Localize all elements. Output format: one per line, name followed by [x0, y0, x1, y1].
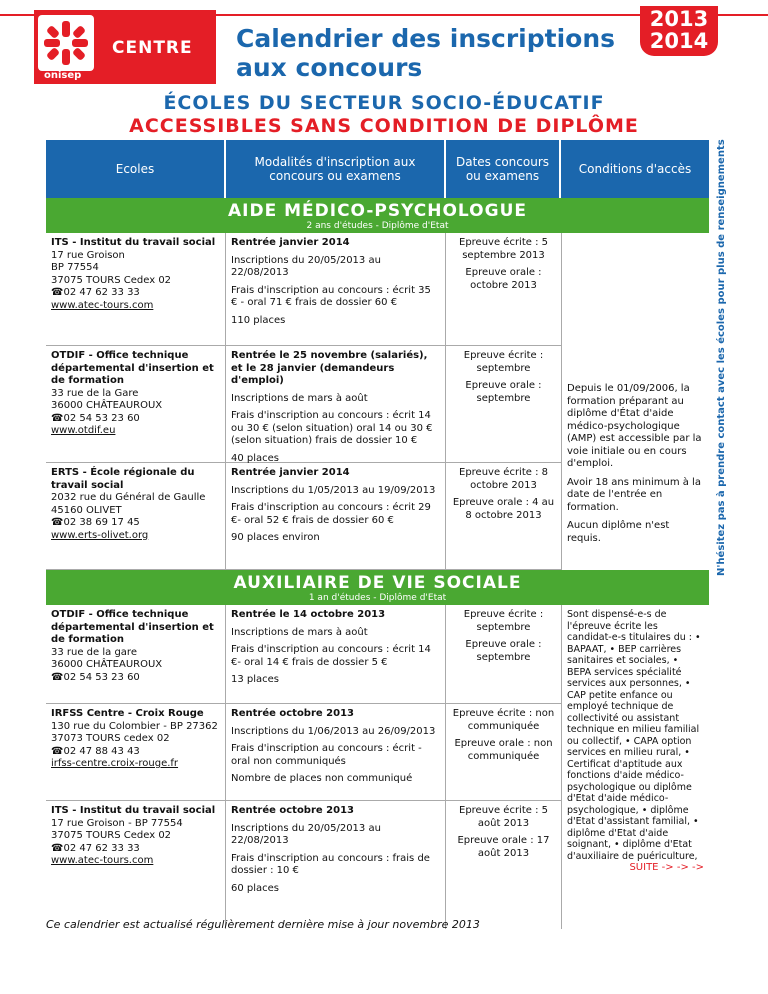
fees: Frais d'inscription au concours : frais de dossier : 10 € [231, 852, 430, 876]
table-row [46, 346, 561, 463]
places: 40 places [231, 452, 280, 464]
school-name: ERTS - École régionale du travail social [51, 467, 195, 491]
school-address: 37075 TOURS Cedex 02 [51, 274, 172, 286]
places: Nombre de places non communiqué [231, 773, 413, 784]
conditions-cell [562, 605, 709, 929]
condition-text: Aucun diplôme n'est requis. [567, 520, 670, 544]
section-body-avs [46, 605, 709, 929]
section-rows [46, 233, 562, 570]
year-2: 2014 [649, 29, 709, 53]
section-subtitle: 2 ans d'études - Diplôme d'Etat [306, 221, 449, 231]
registration-period: Inscriptions du 20/05/2013 au 22/08/2013 [231, 822, 381, 846]
school-address: 37073 TOURS cedex 02 [51, 733, 170, 744]
intake-date: Rentrée octobre 2013 [231, 708, 354, 719]
logo-region: CENTRE [112, 38, 193, 58]
dates-cell [446, 605, 561, 703]
fees: Frais d'inscription au concours : écrit 35 € - oral 71 € frais de dossier 60 € [231, 284, 431, 308]
table-row [46, 801, 561, 929]
suite-link[interactable]: SUITE -> -> -> [629, 862, 704, 873]
written-exam: Epreuve écrite : 5 septembre 2013 [459, 237, 548, 261]
registration-period: Inscriptions de mars à août [231, 392, 368, 404]
title-line-2: aux concours [236, 53, 423, 82]
table-header [46, 140, 709, 198]
registration-period: Inscriptions de mars à août [231, 626, 368, 638]
intake-date: Rentrée octobre 2013 [231, 805, 354, 816]
table-row [46, 463, 561, 570]
col-header-conditions: Conditions d'accès [578, 162, 692, 176]
written-exam: Epreuve écrite : 8 octobre 2013 [459, 467, 548, 491]
intake-date: Rentrée janvier 2014 [231, 467, 350, 478]
places: 90 places environ [231, 532, 320, 543]
section-header-avs [46, 570, 709, 605]
school-address: 36000 CHÂTEAUROUX [51, 400, 163, 411]
school-address: 17 rue Groison - BP 77554 [51, 817, 183, 829]
school-name: OTDIF - Office technique départemental d'insertion et de formation [51, 350, 214, 386]
document-title [236, 24, 616, 82]
school-website-link[interactable]: irfss-centre.croix-rouge.fr [51, 758, 179, 769]
col-header-schools: Ecoles [46, 140, 226, 198]
registration-period: Inscriptions du 1/05/2013 au 19/09/2013 [231, 484, 436, 496]
school-phone: ☎02 47 88 43 43 [51, 745, 140, 757]
school-address: 17 rue Groison [51, 249, 125, 261]
school-address: 130 rue du Colombier - BP 27362 [51, 720, 218, 732]
section-header-amp [46, 198, 709, 233]
condition-text: Sont dispensé-e-s de l'épreuve écrite les candidat-e-s titulaires du : • BAPAAT, • BEP carrières sanitaires et sociales, • BEPA services spécialité services aux personnes, • CAP petite enfance ou employé technique de collectivité ou assistant technique en milieu familial ou collectif, • CAPA option services en milieu rural, • Certificat d'aptitude aux fonctions d'aide médico-psychologique ou diplôme d'Etat d'aide médico-psychologique, • diplôme d'Etat d'assistant familial, • diplôme d'Etat d'aide soignant, • diplôme d'Etat d'auxiliaire de puériculture, [567, 609, 701, 862]
places: 13 places [231, 674, 280, 685]
dates-cell [446, 704, 561, 800]
logo-mark-icon [38, 15, 94, 71]
school-address: 37075 TOURS Cedex 02 [51, 830, 172, 841]
page-header [0, 0, 768, 88]
written-exam: Epreuve écrite : 5 août 2013 [459, 805, 548, 829]
year-badge [640, 6, 718, 56]
school-address: 33 rue de la gare [51, 646, 137, 658]
modalities-cell [226, 233, 446, 345]
modalities-cell [226, 463, 446, 569]
oral-exam: Epreuve orale : 4 au 8 octobre 2013 [452, 497, 555, 521]
school-website-link[interactable]: www.atec-tours.com [51, 855, 154, 866]
schedule-table [46, 140, 709, 929]
intake-date: Rentrée le 14 octobre 2013 [231, 609, 386, 620]
school-cell [46, 605, 226, 703]
school-cell [46, 704, 226, 800]
dates-cell [446, 801, 561, 929]
school-address: 36000 CHÂTEAUROUX [51, 659, 163, 670]
school-website-link[interactable]: www.otdif.eu [51, 425, 116, 436]
col-header-dates: Dates concours ou examens [446, 140, 561, 198]
table-row [46, 233, 561, 346]
school-name: OTDIF - Office technique départemental d'insertion et de formation [51, 609, 214, 645]
fees: Frais d'inscription au concours : écrit 14 €- oral 14 € frais de dossier 5 € [231, 644, 431, 668]
oral-exam: Epreuve orale : octobre 2013 [465, 267, 542, 291]
school-name: IRFSS Centre - Croix Rouge [51, 708, 204, 719]
oral-exam: Epreuve orale : non communiquée [454, 738, 553, 762]
subtitle-condition: ACCESSIBLES SANS CONDITION DE DIPLÔME [129, 115, 639, 137]
condition-text: Depuis le 01/09/2006, la formation préparant au diplôme d'État d'aide médico-psychologique (AMP) est accessible par la voie initiale ou en cours d'emploi. [567, 383, 702, 469]
dates-cell [446, 346, 561, 462]
school-cell [46, 463, 226, 569]
section-title: AUXILIAIRE DE VIE SOCIALE [233, 573, 522, 593]
registration-period: Inscriptions du 20/05/2013 au 22/08/2013 [231, 254, 381, 278]
modalities-cell [226, 801, 446, 929]
fees: Frais d'inscription au concours : écrit 14 ou 30 € (selon situation) oral 14 ou 30 € (selon situation) frais de dossier 10 € [231, 410, 433, 446]
intake-date: Rentrée le 25 novembre (salariés), et le 28 janvier (demandeurs d'emploi) [231, 350, 428, 386]
oral-exam: Epreuve orale : septembre [465, 380, 542, 404]
school-website-link[interactable]: www.atec-tours.com [51, 299, 154, 311]
fees: Frais d'inscription au concours : écrit - oral non communiqués [231, 743, 422, 767]
condition-text: Avoir 18 ans minimum à la date de l'entrée en formation. [567, 476, 701, 513]
school-address: 33 rue de la Gare [51, 387, 139, 399]
col-header-modalities: Modalités d'inscription aux concours ou examens [226, 140, 446, 198]
dates-cell [446, 233, 561, 345]
oral-exam: Epreuve orale : septembre [465, 639, 542, 663]
written-exam: Epreuve écrite : non communiquée [452, 708, 555, 732]
year-1: 2013 [649, 7, 709, 31]
intake-date: Rentrée janvier 2014 [231, 237, 350, 248]
school-address: 2032 rue du Général de Gaulle [51, 492, 206, 503]
section-subtitle: 1 an d'études - Diplôme d'Etat [308, 593, 447, 603]
school-name: ITS - Institut du travail social [51, 805, 216, 816]
modalities-cell [226, 605, 446, 703]
table-row [46, 704, 561, 801]
section-rows [46, 605, 562, 929]
written-exam: Epreuve écrite : septembre [463, 609, 544, 633]
oral-exam: Epreuve orale : 17 août 2013 [457, 835, 550, 859]
school-phone: ☎02 54 53 23 60 [51, 412, 140, 424]
school-address: 45160 OLIVET [51, 504, 122, 516]
registration-period: Inscriptions du 1/06/2013 au 26/09/2013 [231, 725, 436, 737]
school-phone: ☎02 47 62 33 33 [51, 287, 140, 298]
school-phone: ☎02 54 53 23 60 [51, 671, 140, 683]
title-line-1: Calendrier des inscriptions [236, 24, 615, 53]
section-body-amp [46, 233, 709, 570]
school-cell [46, 346, 226, 462]
table-row [46, 605, 561, 704]
school-phone: ☎02 47 62 33 33 [51, 842, 140, 854]
school-website-link[interactable]: www.erts-olivet.org [51, 529, 149, 541]
subtitle-sector: ÉCOLES DU SECTEUR SOCIO-ÉDUCATIF [163, 92, 605, 114]
school-phone: ☎02 38 69 17 45 [51, 517, 140, 528]
school-address: BP 77554 [51, 262, 99, 273]
logo-brand: onisep [44, 70, 82, 81]
conditions-cell [562, 233, 709, 570]
school-name: ITS - Institut du travail social [51, 237, 216, 248]
side-note: N'hésitez pas à prendre contact avec les écoles pour plus de renseignements [716, 139, 727, 576]
modalities-cell [226, 704, 446, 800]
dates-cell [446, 463, 561, 569]
school-cell [46, 801, 226, 929]
places: 110 places [231, 314, 286, 326]
onisep-logo [34, 10, 216, 84]
modalities-cell [226, 346, 446, 462]
fees: Frais d'inscription au concours : écrit 29 €- oral 52 € frais de dossier 60 € [231, 502, 431, 526]
written-exam: Epreuve écrite : septembre [463, 350, 544, 374]
places: 60 places [231, 882, 280, 894]
school-cell [46, 233, 226, 345]
footer-note: Ce calendrier est actualisé régulièrement dernière mise à jour novembre 2013 [46, 918, 480, 931]
section-title: AIDE MÉDICO-PSYCHOLOGUE [227, 201, 527, 221]
